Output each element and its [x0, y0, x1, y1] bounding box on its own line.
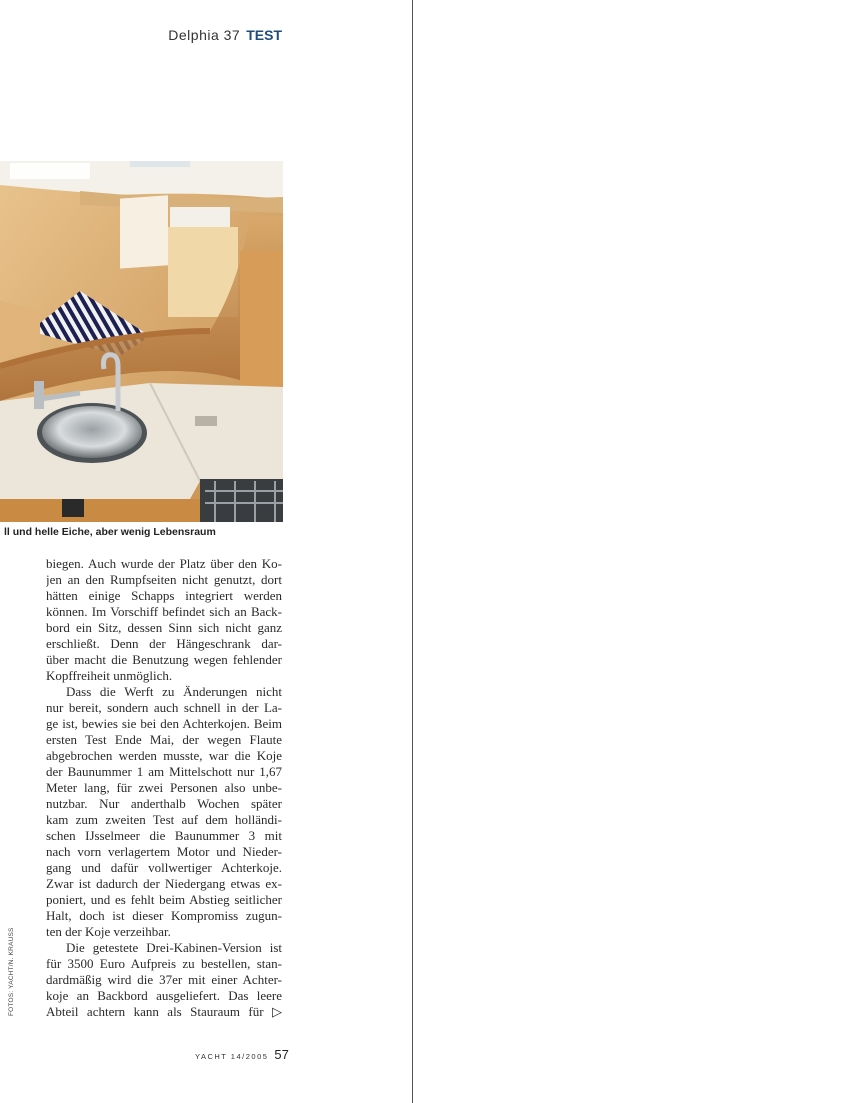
page-footer	[195, 1046, 289, 1064]
body-line: können. Im Vorschiff befindet sich an Back-	[46, 604, 282, 619]
body-line: biegen. Auch wurde der Platz über den Ko-	[46, 556, 282, 571]
body-line: gang und dafür vollwertiger Achterkoje.	[46, 860, 282, 875]
body-line: nur bereit, sondern auch schnell in der La-	[46, 700, 282, 715]
body-line: kam zum zweiten Test auf dem holländi-	[46, 812, 282, 827]
body-line: Abteil achtern kann als Stauraum für ▷	[46, 1004, 282, 1019]
photo-credit: FOTOS: YACHT/N. KRAUSS	[8, 927, 15, 1016]
body-line: über macht die Benutzung wegen fehlender	[46, 652, 282, 667]
body-line: für 3500 Euro Aufpreis zu bestellen, stan-	[46, 956, 282, 971]
body-line: der Baunummer 1 am Mittelschott nur 1,67	[46, 764, 282, 779]
body-line: poniert, und es fehlt beim Abstieg seitlicher	[46, 892, 282, 907]
body-line: nutzbar. Nur anderthalb Wochen später	[46, 796, 282, 811]
magazine-issue: YACHT 14/2005	[195, 1052, 269, 1061]
body-line: bord ein Sitz, dessen Sinn sich nicht ganz	[46, 620, 282, 635]
body-line: ten der Koje verzeihbar.	[46, 924, 171, 939]
page-divider	[412, 0, 413, 1103]
body-line: Die getestete Drei-Kabinen-Version ist	[66, 940, 282, 955]
body-line: abgebrochen werden musste, war die Koje	[46, 748, 282, 763]
body-line: koje an Backbord ausgeliefert. Das leere	[46, 988, 282, 1003]
body-line: Halt, doch ist dieser Kompromiss zugun-	[46, 908, 282, 923]
body-line: erschließt. Denn der Hängeschrank dar-	[46, 636, 282, 651]
body-line: nach vorn verlagertem Motor und Nieder-	[46, 844, 282, 859]
body-line: dardmäßig wird die 37er mit einer Achter-	[46, 972, 282, 987]
body-line: ge ist, bewies sie bei den Achterkojen. Beim	[46, 716, 282, 731]
page-number: 57	[274, 1047, 289, 1062]
body-line: Kopffreiheit unmöglich.	[46, 668, 173, 683]
body-line: Dass die Werft zu Änderungen nicht	[66, 684, 282, 699]
interior-photo	[0, 161, 283, 522]
body-line: hätten einige Schapps integriert werden	[46, 588, 282, 603]
header-section: TEST	[246, 27, 282, 43]
header-model: Delphia 37	[168, 27, 241, 43]
body-line: ersten Test Ende Mai, der wegen Flaute	[46, 732, 282, 747]
article-body	[46, 556, 282, 1020]
running-header	[160, 27, 282, 43]
body-line: Meter lang, für zwei Personen also unbe-	[46, 780, 282, 795]
photo-caption: ll und helle Eiche, aber wenig Lebensraum	[4, 526, 216, 538]
body-line: schen IJsselmeer die Baunummer 3 mit	[46, 828, 282, 843]
body-line: Zwar ist dadurch der Niedergang etwas ex-	[46, 876, 282, 891]
body-line: jen an den Rumpfseiten nicht genutzt, dort	[46, 572, 282, 587]
